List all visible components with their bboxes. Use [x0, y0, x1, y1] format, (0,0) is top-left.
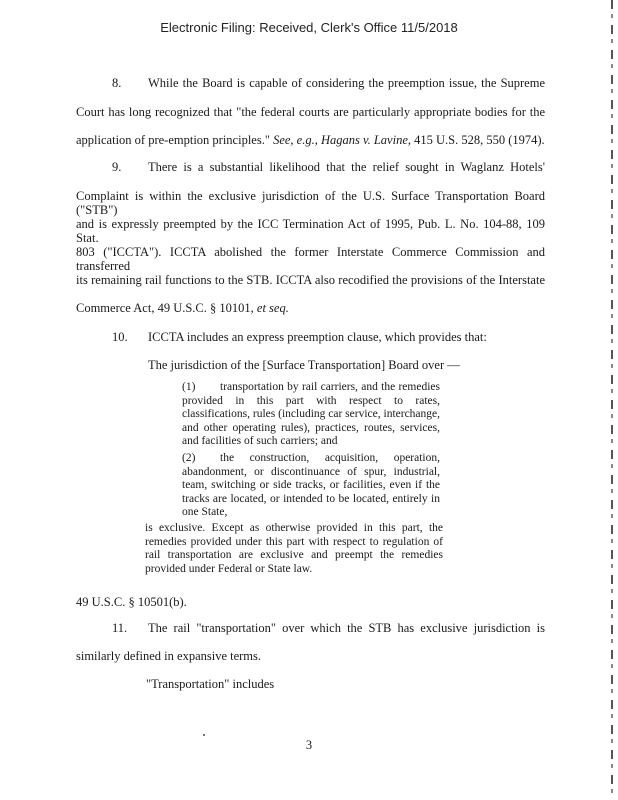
page-number: 3 — [305, 738, 313, 752]
para9-line5: its remaining rail functions to the STB. ICCTA also recodified the provisions of the Interstate — [76, 273, 545, 287]
statute-item-2-rest: abandonment, or discontinuance of spur, industrial, team, switching or side tracks, or facilities, even if the tracks are located, or intended to be located, entirely in one State, — [182, 465, 440, 519]
statute-item-2 — [182, 452, 440, 520]
para9-et-seq: et seq. — [256, 301, 289, 315]
para8-line3 — [76, 133, 545, 147]
scan-speck — [203, 734, 205, 736]
para10-quote-intro: The jurisdiction of the [Surface Transportation] Board over — — [148, 358, 460, 372]
filing-header: Electronic Filing: Received, Clerk's Office 11/5/2018 — [160, 20, 458, 35]
para9-line4: 803 ("ICCTA"). ICCTA abolished the former Interstate Commerce Commission and transferred — [76, 245, 545, 273]
scan-edge — [611, 0, 613, 800]
para-number-8: 8. — [112, 76, 122, 90]
para-number-11: 11. — [112, 621, 128, 635]
statute-item-2-first: the construction, acquisition, operation, — [220, 452, 440, 464]
para8-citation-case: See, e.g., Hagans v. Lavine, — [273, 133, 411, 147]
statute-item-1-num: (1) — [182, 381, 196, 393]
statute-item-1 — [182, 381, 440, 449]
statute-item-1-head — [182, 381, 440, 395]
statute-item-1-rest: provided in this part with respect to rates, classifications, rules (including car service, interchange, and other operating rules), practices, routes, services, and facilities of such carriers; and — [182, 394, 441, 448]
para8-line2: Court has long recognized that "the federal courts are particularly appropriate bodies for the — [76, 105, 545, 119]
para8-citation-reporter: 415 U.S. 528, 550 (1974). — [414, 133, 545, 147]
statute-item-2-num: (2) — [182, 452, 196, 464]
para9-line6 — [76, 301, 289, 315]
para11-quote-intro: "Transportation" includes — [146, 677, 275, 691]
statute-closing: is exclusive. Except as otherwise provided in this part, the remedies provided under this part with respect to regulation of rail transportation are exclusive and preempt the remedies provided under Federal or State law. — [145, 522, 443, 575]
para9-line3: and is expressly preempted by the ICC Termination Act of 1995, Pub. L. No. 104-88, 109 Stat. — [76, 217, 545, 245]
para9-line1: There is a substantial likelihood that the relief sought in Waglanz Hotels' — [148, 160, 545, 174]
para11-line1: The rail "transportation" over which the STB has exclusive jurisdiction is — [148, 621, 545, 635]
para-number-10: 10. — [112, 330, 128, 344]
para8-line1: While the Board is capable of considering the preemption issue, the Supreme — [148, 76, 545, 90]
statute-item-2-head — [182, 452, 440, 466]
para10-line1: ICCTA includes an express preemption clause, which provides that: — [148, 330, 487, 344]
para9-line2: Complaint is within the exclusive jurisdiction of the U.S. Surface Transportation Board ("STB") — [76, 189, 545, 217]
para11-line2: similarly defined in expansive terms. — [76, 649, 262, 663]
statute-citation: 49 U.S.C. § 10501(b). — [76, 595, 187, 609]
para-number-9: 9. — [112, 160, 122, 174]
para9-line6-text: Commerce Act, 49 U.S.C. § 10101, — [76, 301, 254, 315]
para8-line3-text: application of pre-emption principles." — [76, 133, 270, 147]
statute-item-1-first: transportation by rail carriers, and the remedies — [220, 381, 440, 393]
